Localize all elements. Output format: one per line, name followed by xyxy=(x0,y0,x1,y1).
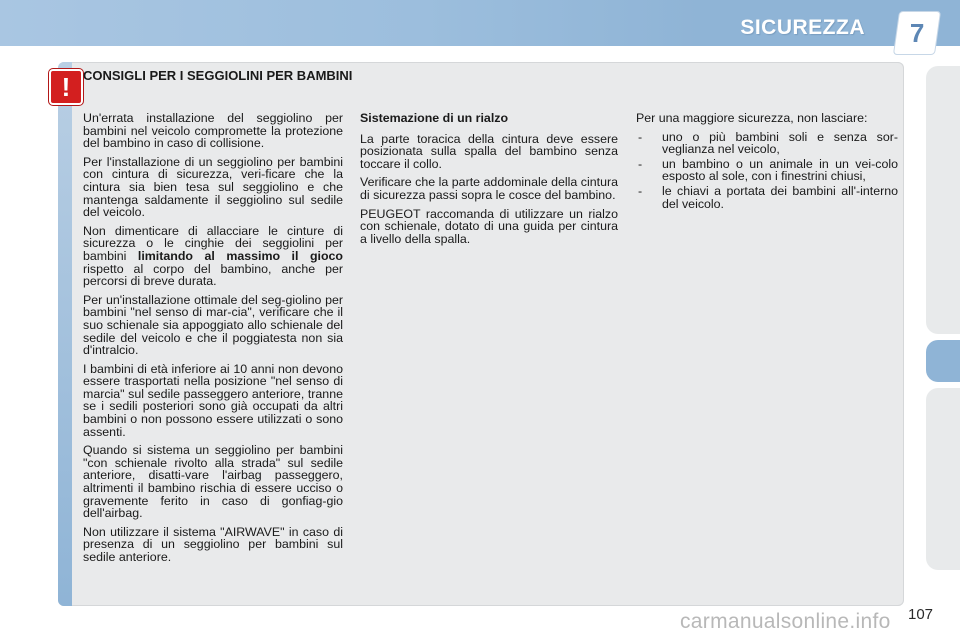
section-title: CONSIGLI PER I SEGGIOLINI PER BAMBINI xyxy=(83,68,353,83)
warning-icon: ! xyxy=(49,69,83,105)
column-3 xyxy=(636,112,898,212)
list-item: - uno o più bambini soli e senza sor-veglianza nel veicolo, xyxy=(636,131,898,156)
list-item: - le chiavi a portata dei bambini all'-interno del veicolo. xyxy=(636,185,898,210)
watermark: carmanualsonline.info xyxy=(680,610,891,633)
column-2 xyxy=(360,112,618,251)
paragraph: Per una maggiore sicurezza, non lasciare: xyxy=(636,111,868,125)
side-tab-lower xyxy=(926,388,960,570)
side-tab-active xyxy=(926,340,960,382)
paragraph: Quando si sistema un seggiolino per bambini "con schienale rivolto alla strada" sul sedile anteriore, disatti-vare l'airbag passeggero, altrimenti il bambino rischia di essere ucciso o gravemente ferito in caso di gonfiag-gio dell'airbag. xyxy=(83,443,343,521)
paragraph: I bambini di età inferiore ai 10 anni non devono essere trasportati nella posizione "nel senso di marcia" sul sedile passeggero anteriore, tranne se i sedili posteriori sono già occupati da altri bambini o non possono essere utilizzati o sono assenti. xyxy=(83,361,343,439)
paragraph-text: rispetto al corpo del bambino, anche per percorsi di breve durata. xyxy=(83,261,343,289)
chapter-number: 7 xyxy=(909,17,925,48)
paragraph: Verificare che la parte addominale della cintura di sicurezza passi sopra le cosce del bambino. xyxy=(360,175,618,202)
paragraph: Per un'installazione ottimale del seg-giolino per bambini "nel senso di mar-cia", verificare che il suo schienale sia appoggiato allo schienale del sedile del veicolo e che il poggiatesta non sia d'intralcio. xyxy=(83,292,343,358)
panel-accent-strip xyxy=(58,62,72,606)
paragraph: La parte toracica della cintura deve essere posizionata sulla spalla del bambino senza toccare il collo. xyxy=(360,131,618,171)
side-tab-upper xyxy=(926,66,960,334)
list-item: - un bambino o un animale in un vei-colo esposto al sole, con i finestrini chiusi, xyxy=(636,158,898,183)
chapter-title: SICUREZZA xyxy=(740,16,865,39)
column-1 xyxy=(83,112,343,570)
paragraph: PEUGEOT raccomanda di utilizzare un rialzo con schienale, dotato di una guida per cintura a livello della spalla. xyxy=(360,206,618,246)
paragraph-emphasis: limitando al massimo il gioco xyxy=(137,248,343,263)
paragraph xyxy=(83,225,343,288)
paragraph: Non utilizzare il sistema "AIRWAVE" in caso di presenza di un seggiolino per bambini sul sedile anteriore. xyxy=(83,524,343,564)
page-number: 107 xyxy=(908,606,934,623)
paragraph: Per l'installazione di un seggiolino per bambini con cintura di sicurezza, veri-ficare che la cintura sia bien tesa sul seggiolino e che mantenga saldamente il seggiolino sul sedile del veicolo. xyxy=(83,154,343,220)
chapter-number-badge xyxy=(894,12,940,54)
safety-list xyxy=(636,131,898,211)
subheading: Sistemazione di un rialzo xyxy=(360,111,509,125)
banner-gradient xyxy=(0,0,700,46)
paragraph-text: Non dimenticare di allacciare le cinture di sicurezza o le cinghie dei seggiolini per bambini xyxy=(83,223,343,263)
paragraph: Un'errata installazione del seggiolino per bambini nel veicolo compromette la protezione del bambino in caso di collisione. xyxy=(83,111,343,151)
